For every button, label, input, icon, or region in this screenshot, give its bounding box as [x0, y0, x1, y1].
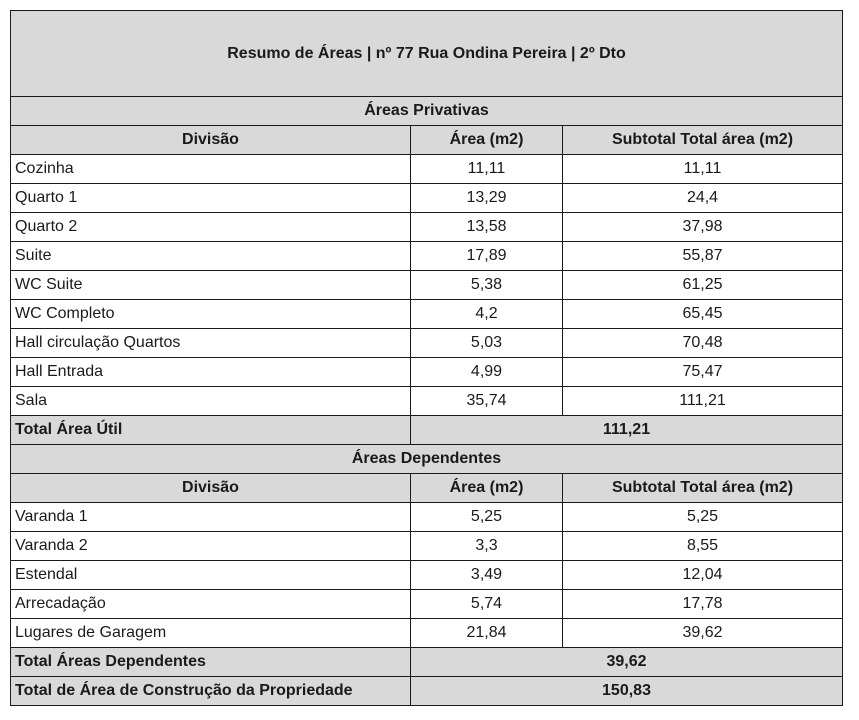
division-name: Cozinha	[11, 155, 411, 184]
division-name: Hall circulação Quartos	[11, 329, 411, 358]
table-row	[11, 329, 843, 358]
dependent-section-row	[11, 445, 843, 474]
subtotal-value: 5,25	[563, 503, 843, 532]
grand-total-label: Total de Área de Construção da Propriedade	[11, 677, 411, 706]
area-value: 3,3	[411, 532, 563, 561]
division-name: Varanda 2	[11, 532, 411, 561]
subtotal-value: 37,98	[563, 213, 843, 242]
table-row	[11, 358, 843, 387]
subtotal-value: 12,04	[563, 561, 843, 590]
private-header-row	[11, 126, 843, 155]
table-row	[11, 590, 843, 619]
subtotal-value: 75,47	[563, 358, 843, 387]
subtotal-value: 24,4	[563, 184, 843, 213]
column-header-area: Área (m2)	[411, 126, 563, 155]
subtotal-value: 17,78	[563, 590, 843, 619]
area-value: 35,74	[411, 387, 563, 416]
area-value: 13,58	[411, 213, 563, 242]
subtotal-value: 65,45	[563, 300, 843, 329]
division-name: Suite	[11, 242, 411, 271]
dependent-total-row	[11, 648, 843, 677]
column-header-division: Divisão	[11, 126, 411, 155]
column-header-subtotal: Subtotal Total área (m2)	[563, 126, 843, 155]
column-header-division: Divisão	[11, 474, 411, 503]
area-value: 5,38	[411, 271, 563, 300]
division-name: Hall Entrada	[11, 358, 411, 387]
grand-total-row	[11, 677, 843, 706]
table-row	[11, 503, 843, 532]
column-header-subtotal: Subtotal Total área (m2)	[563, 474, 843, 503]
private-total-value: 111,21	[411, 416, 843, 445]
private-section-title: Áreas Privativas	[11, 97, 843, 126]
area-value: 5,25	[411, 503, 563, 532]
subtotal-value: 111,21	[563, 387, 843, 416]
division-name: Quarto 1	[11, 184, 411, 213]
table-row	[11, 619, 843, 648]
area-value: 17,89	[411, 242, 563, 271]
table-row	[11, 184, 843, 213]
private-total-label: Total Área Útil	[11, 416, 411, 445]
table-row	[11, 213, 843, 242]
dependent-header-row	[11, 474, 843, 503]
area-value: 5,03	[411, 329, 563, 358]
subtotal-value: 11,11	[563, 155, 843, 184]
dependent-total-value: 39,62	[411, 648, 843, 677]
grand-total-value: 150,83	[411, 677, 843, 706]
subtotal-value: 70,48	[563, 329, 843, 358]
dependent-section-title: Áreas Dependentes	[11, 445, 843, 474]
table-row	[11, 387, 843, 416]
area-value: 4,2	[411, 300, 563, 329]
area-value: 11,11	[411, 155, 563, 184]
subtotal-value: 39,62	[563, 619, 843, 648]
area-value: 4,99	[411, 358, 563, 387]
table-row	[11, 532, 843, 561]
division-name: WC Completo	[11, 300, 411, 329]
table-row	[11, 242, 843, 271]
subtotal-value: 8,55	[563, 532, 843, 561]
column-header-area: Área (m2)	[411, 474, 563, 503]
subtotal-value: 55,87	[563, 242, 843, 271]
subtotal-value: 61,25	[563, 271, 843, 300]
area-value: 13,29	[411, 184, 563, 213]
division-name: Lugares de Garagem	[11, 619, 411, 648]
division-name: WC Suite	[11, 271, 411, 300]
dependent-total-label: Total Áreas Dependentes	[11, 648, 411, 677]
table-row	[11, 155, 843, 184]
private-total-row	[11, 416, 843, 445]
area-value: 3,49	[411, 561, 563, 590]
division-name: Arrecadação	[11, 590, 411, 619]
areas-summary-table	[10, 10, 843, 706]
title-row	[11, 11, 843, 97]
table-row	[11, 300, 843, 329]
division-name: Quarto 2	[11, 213, 411, 242]
table-title: Resumo de Áreas | nº 77 Rua Ondina Pereira | 2º Dto	[11, 11, 843, 97]
private-section-row	[11, 97, 843, 126]
area-value: 21,84	[411, 619, 563, 648]
division-name: Sala	[11, 387, 411, 416]
area-value: 5,74	[411, 590, 563, 619]
table-row	[11, 561, 843, 590]
division-name: Varanda 1	[11, 503, 411, 532]
division-name: Estendal	[11, 561, 411, 590]
table-row	[11, 271, 843, 300]
